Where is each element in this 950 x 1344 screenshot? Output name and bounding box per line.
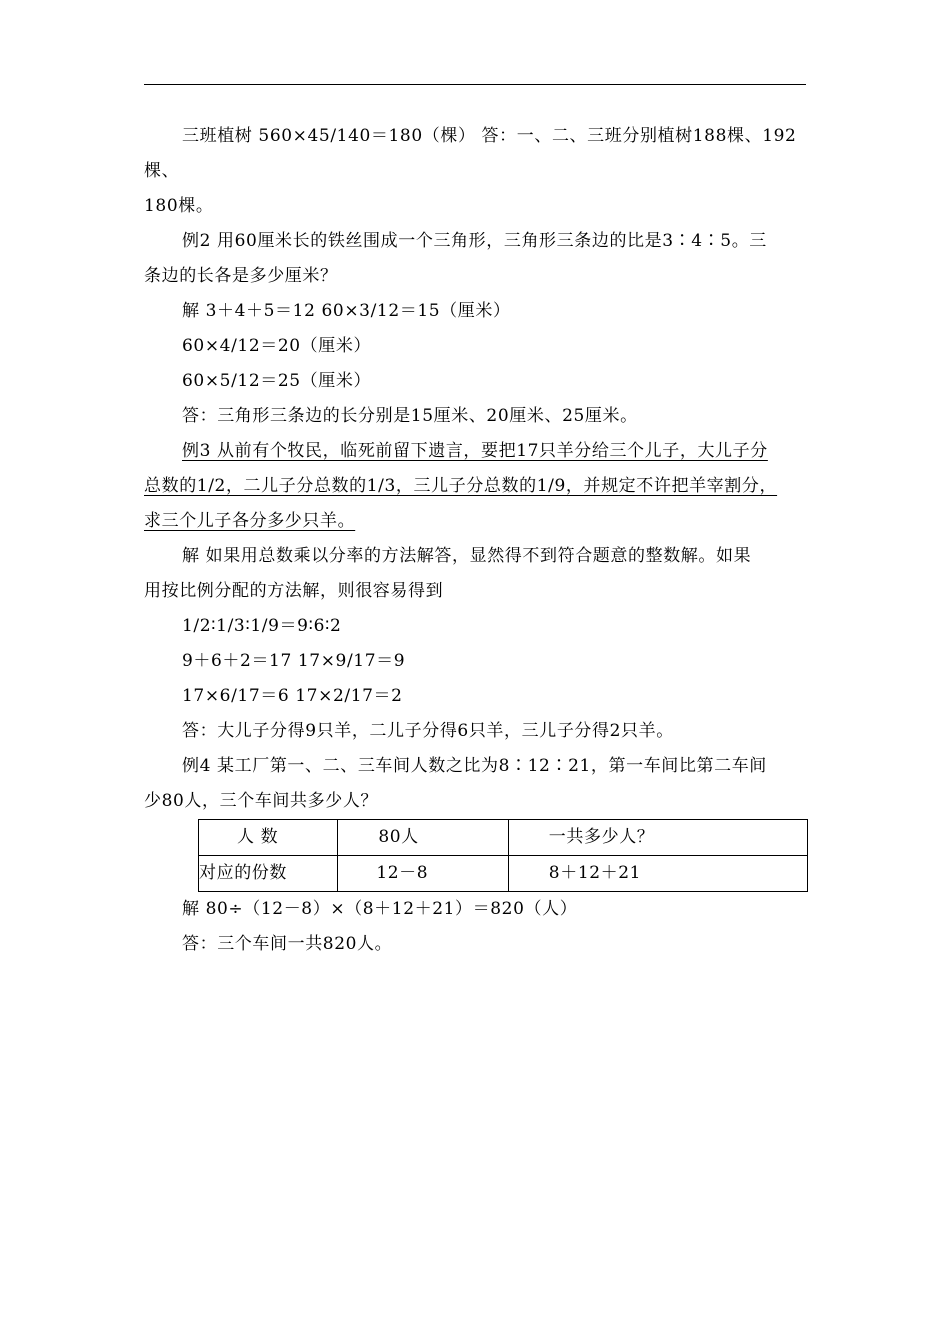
- text-line: 求三个儿子各分多少只羊。: [144, 511, 356, 531]
- table-row: [199, 856, 808, 892]
- answer-line: 答：大儿子分得9只羊，二儿子分得6只羊，三儿子分得2只羊。: [182, 721, 674, 741]
- text-line: 少80人，三个车间共多少人？: [144, 791, 379, 811]
- solution-line: 1/2∶1/3∶1/9＝9∶6∶2: [182, 616, 342, 636]
- solution-line: 解 3＋4＋5＝12 60×3/12＝15（厘米）: [182, 301, 511, 321]
- example-2-heading: 例2 用60厘米长的铁丝围成一个三角形，三角形三条边的比是3∶4∶5。三: [182, 231, 767, 251]
- table-row: [199, 820, 808, 856]
- table-cell: 80人: [338, 820, 508, 856]
- solution-line: 17×6/17＝6 17×2/17＝2: [182, 686, 403, 706]
- text-line: 总数的1/2，二儿子分总数的1/3，三儿子分总数的1/9，并规定不许把羊宰割分，: [144, 476, 778, 496]
- example-3-heading: 例3 从前有个牧民，临死前留下遗言，要把17只羊分给三个儿子，大儿子分: [182, 441, 768, 461]
- solution-line: 60×5/12＝25（厘米）: [182, 371, 372, 391]
- text-line: 用按比例分配的方法解，则很容易得到: [144, 581, 444, 601]
- text-line: 180棵。: [144, 196, 214, 216]
- text-line: 条边的长各是多少厘米？: [144, 266, 338, 286]
- table-cell: 对应的份数: [199, 856, 338, 892]
- ratio-table: [198, 819, 808, 892]
- solution-line: 9＋6＋2＝17 17×9/17＝9: [182, 651, 406, 671]
- answer-line: 答：三个车间一共820人。: [182, 934, 393, 954]
- table-cell: 一共多少人？: [508, 820, 807, 856]
- document-body: [144, 119, 808, 962]
- header-rule: [144, 84, 806, 85]
- example-4-heading: 例4 某工厂第一、二、三车间人数之比为8∶12∶21，第一车间比第二车间: [182, 756, 767, 776]
- answer-line: 答：三角形三条边的长分别是15厘米、20厘米、25厘米。: [182, 406, 638, 426]
- solution-line: 解 80÷（12－8）×（8＋12＋21）＝820（人）: [182, 899, 578, 919]
- solution-line: 60×4/12＝20（厘米）: [182, 336, 372, 356]
- table-cell: 12－8: [338, 856, 508, 892]
- table-cell: 8＋12＋21: [508, 856, 807, 892]
- table-cell: 人 数: [199, 820, 338, 856]
- solution-line: 解 如果用总数乘以分率的方法解答，显然得不到符合题意的整数解。如果: [182, 546, 752, 566]
- text-line: 三班植树 560×45/140＝180（棵） 答：一、二、三班分别植树188棵、192棵、: [144, 126, 797, 181]
